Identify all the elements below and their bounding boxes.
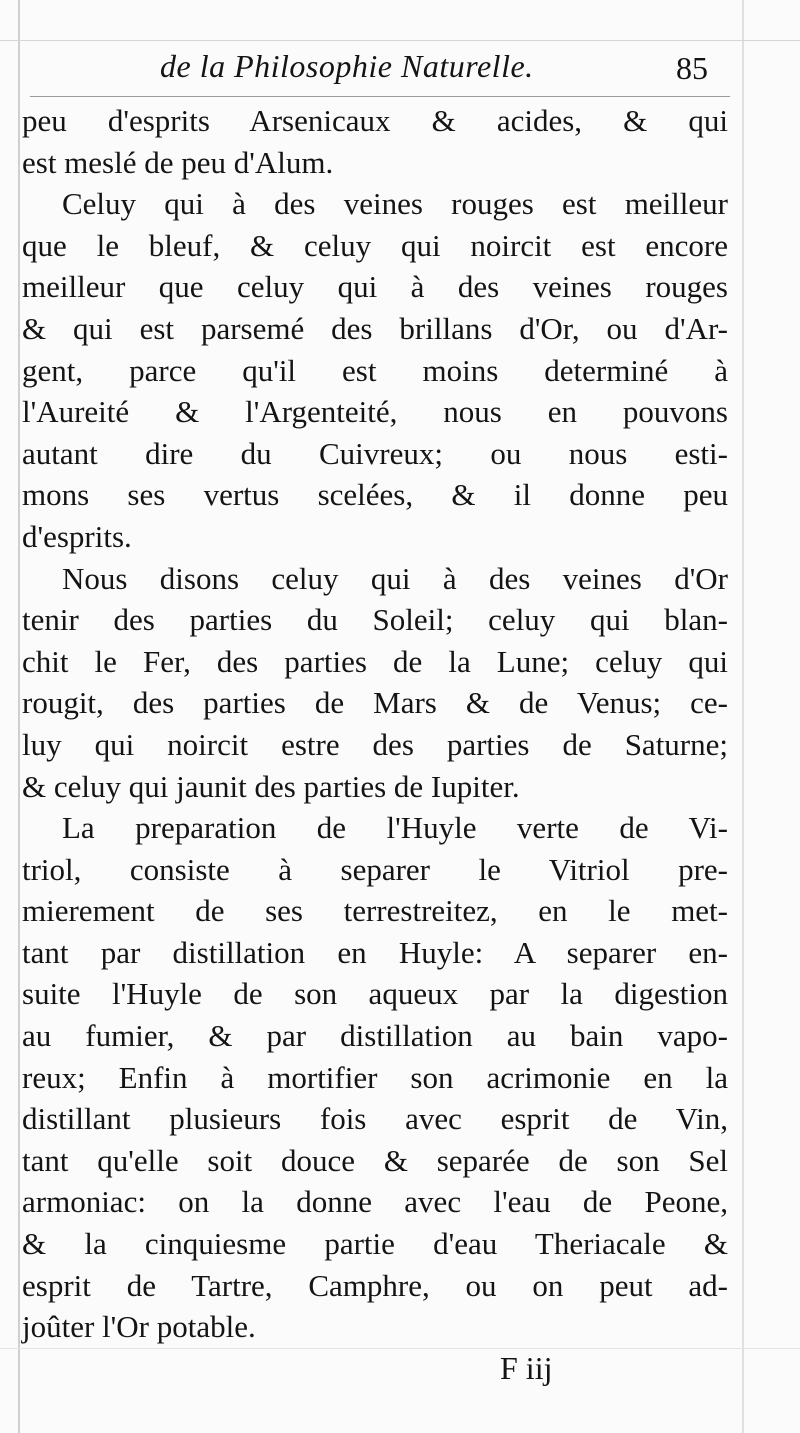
- text-line: mons ses vertus scelées, & il donne peu: [22, 477, 728, 513]
- text-line: meilleur que celuy qui à des veines rouges: [22, 269, 728, 305]
- text-line: est meslé de peu d'Alum.: [22, 144, 334, 180]
- text-line: joûter l'Or potable.: [22, 1309, 256, 1345]
- text-line: mierement de ses terrestreitez, en le met-: [22, 893, 728, 929]
- page-edge-right: [742, 0, 744, 1433]
- text-line: La preparation de l'Huyle verte de Vi-: [62, 810, 728, 846]
- text-line: tant qu'elle soit douce & separée de son Sel: [22, 1142, 728, 1178]
- text-line: & la cinquiesme partie d'eau Theriacale &: [22, 1226, 728, 1262]
- text-line: chit le Fer, des parties de la Lune; celuy qui: [22, 643, 728, 679]
- text-line: que le bleuf, & celuy qui noircit est encore: [22, 227, 728, 263]
- text-line: triol, consiste à separer le Vitriol pre-: [22, 851, 728, 887]
- text-line: rougit, des parties de Mars & de Venus; ce-: [22, 685, 728, 721]
- text-line: Celuy qui à des veines rouges est meilleur: [62, 186, 728, 222]
- text-line: gent, parce qu'il est moins determiné à: [22, 352, 728, 388]
- text-line: armoniac: on la donne avec l'eau de Peone,: [22, 1184, 728, 1220]
- header-rule: [30, 96, 730, 97]
- text-line: distillant plusieurs fois avec esprit de Vin,: [22, 1101, 728, 1137]
- text-line: & qui est parsemé des brillans d'Or, ou d'Ar-: [22, 310, 728, 346]
- text-line: esprit de Tartre, Camphre, ou on peut ad-: [22, 1267, 728, 1303]
- text-line: luy qui noircit estre des parties de Saturne;: [22, 726, 728, 762]
- text-line: peu d'esprits Arsenicaux & acides, & qui: [22, 103, 728, 138]
- bottom-rule: [0, 1348, 800, 1349]
- text-line: & celuy qui jaunit des parties de Iupiter.: [22, 768, 520, 804]
- body-text: [22, 100, 728, 1348]
- text-line: tenir des parties du Soleil; celuy qui blan-: [22, 602, 728, 638]
- text-line: l'Aureité & l'Argenteité, nous en pouvons: [22, 394, 728, 430]
- text-line: reux; Enfin à mortifier son acrimonie en la: [22, 1059, 728, 1095]
- signature-mark: F iij: [500, 1350, 553, 1386]
- text-line: Nous disons celuy qui à des veines d'Or: [62, 560, 728, 596]
- text-line: suite l'Huyle de son aqueux par la digestion: [22, 976, 728, 1012]
- page-number: 85: [676, 50, 708, 86]
- page-edge-left: [18, 0, 20, 1433]
- text-line: tant par distillation en Huyle: A separer en-: [22, 934, 728, 970]
- text-line: autant dire du Cuivreux; ou nous esti-: [22, 435, 728, 471]
- top-rule: [0, 40, 800, 41]
- text-line: au fumier, & par distillation au bain vapo-: [22, 1018, 728, 1054]
- text-line: d'esprits.: [22, 518, 132, 554]
- running-title: de la Philosophie Naturelle.: [160, 48, 534, 84]
